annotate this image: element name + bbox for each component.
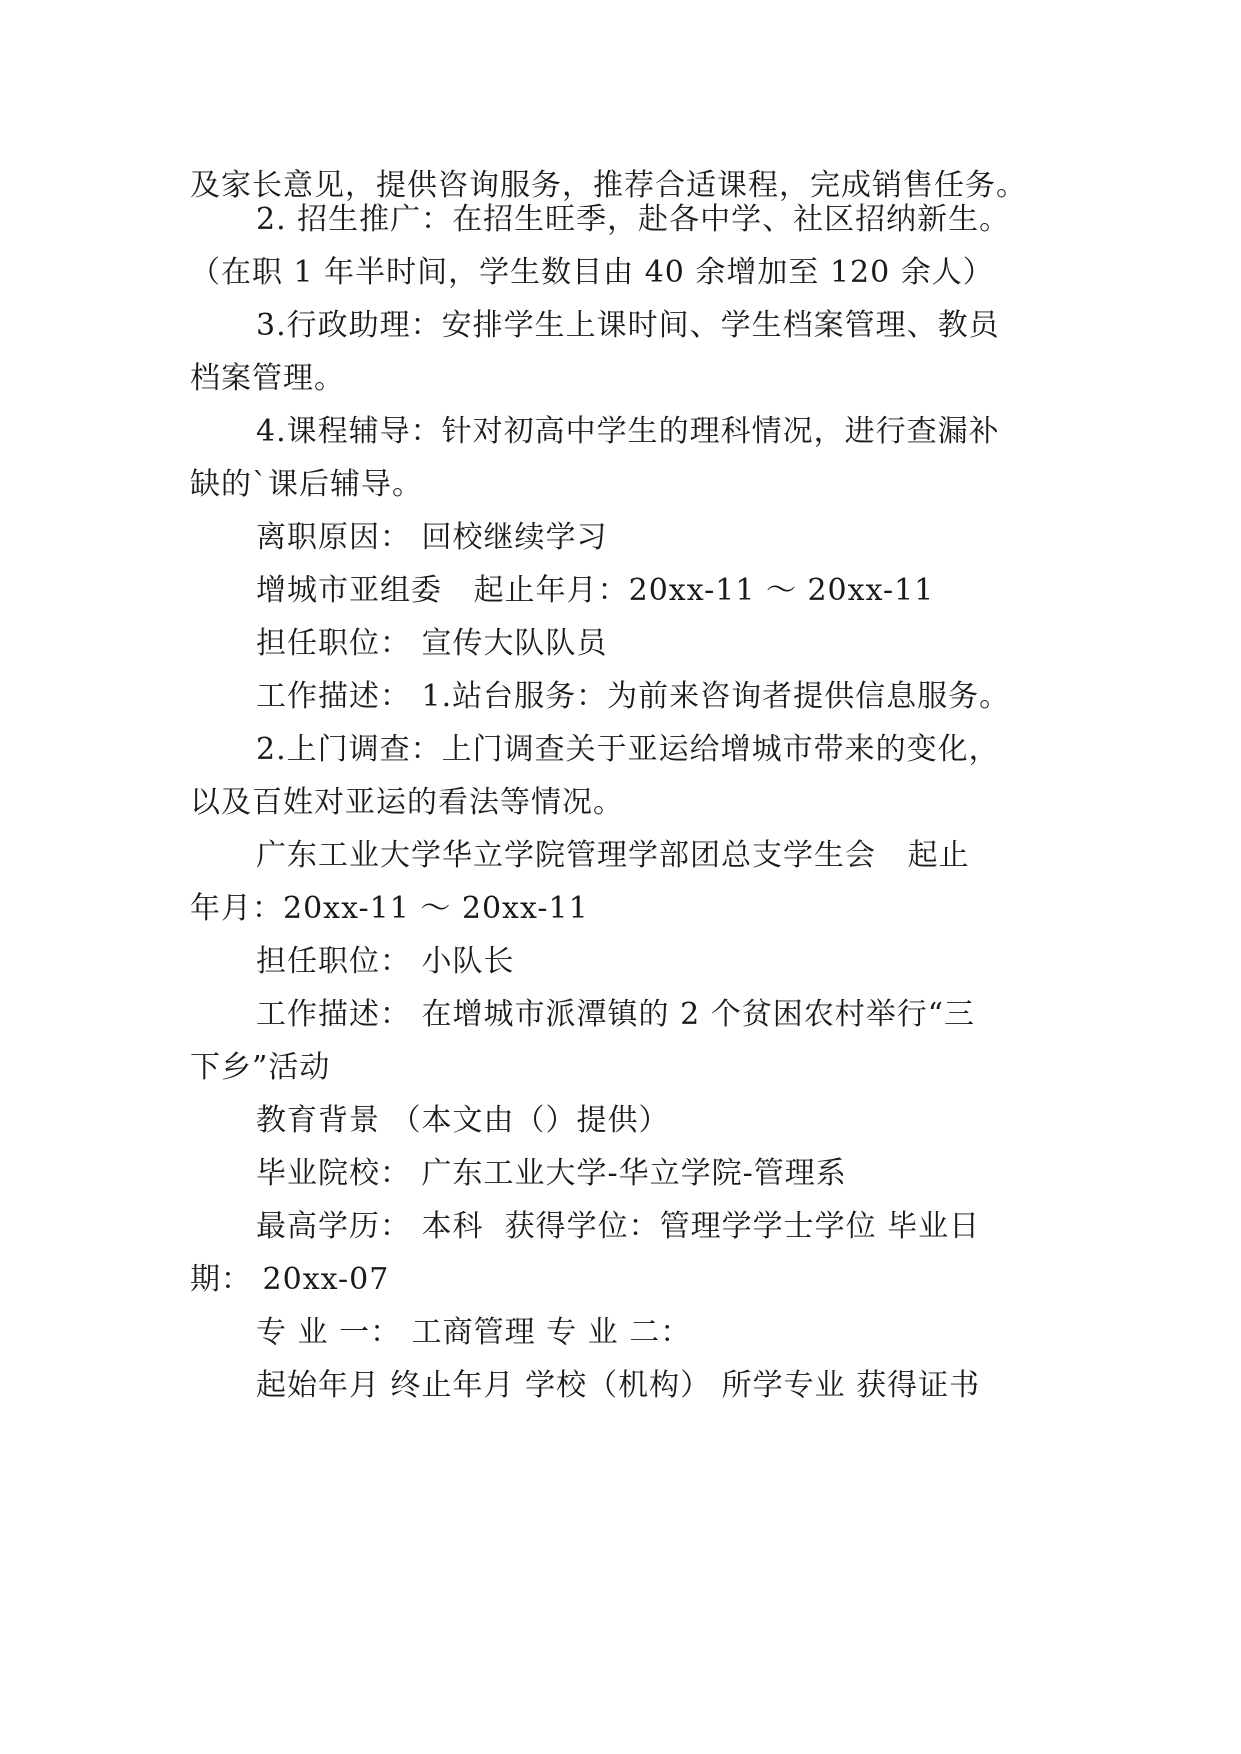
text-line: 起始年月 终止年月 学校（机构） 所学专业 获得证书 — [256, 1368, 981, 1403]
text-line: 档案管理。 — [190, 361, 345, 396]
text-line: 专 业 一： 工商管理 专 业 二： — [256, 1315, 692, 1350]
text-line: 下乡”活动 — [190, 1050, 331, 1085]
text-line: 年月：20xx-11 ～ 20xx-11 — [190, 891, 589, 926]
text-line: 毕业院校： 广东工业大学-华立学院-管理系 — [256, 1156, 847, 1191]
text-line: 工作描述： 1.站台服务：为前来咨询者提供信息服务。 — [256, 679, 1011, 714]
text-line: 教育背景 （本文由（）提供） — [256, 1103, 670, 1138]
text-line: 增城市亚组委 起止年月：20xx-11 ～ 20xx-11 — [256, 573, 935, 608]
text-line: 广东工业大学华立学院管理学部团总支学生会 起止 — [256, 838, 970, 873]
text-line: 担任职位： 宣传大队队员 — [256, 626, 608, 661]
text-line: 2. 招生推广：在招生旺季，赴各中学、社区招纳新生。 — [256, 202, 1011, 237]
text-line: 期： 20xx-07 — [190, 1262, 390, 1297]
text-line: 最高学历： 本科 获得学位：管理学学士学位 毕业日 — [256, 1209, 981, 1244]
text-line: 担任职位： 小队长 — [256, 944, 515, 979]
text-line: 2.上门调查：上门调查关于亚运给增城市带来的变化， — [256, 732, 1000, 767]
text-line: 及家长意见，提供咨询服务，推荐合适课程，完成销售任务。 — [190, 168, 1027, 203]
text-line: 离职原因： 回校继续学习 — [256, 520, 608, 555]
text-line: （在职 1 年半时间，学生数目由 40 余增加至 120 余人） — [190, 255, 994, 290]
text-line: 缺的`课后辅导。 — [190, 467, 423, 502]
text-line: 工作描述： 在增城市派潭镇的 2 个贫困农村举行“三 — [256, 997, 976, 1032]
text-line: 3.行政助理：安排学生上课时间、学生档案管理、教员 — [256, 308, 1000, 343]
text-line: 以及百姓对亚运的看法等情况。 — [190, 785, 624, 820]
text-line: 4.课程辅导：针对初高中学生的理科情况，进行查漏补 — [256, 414, 1000, 449]
